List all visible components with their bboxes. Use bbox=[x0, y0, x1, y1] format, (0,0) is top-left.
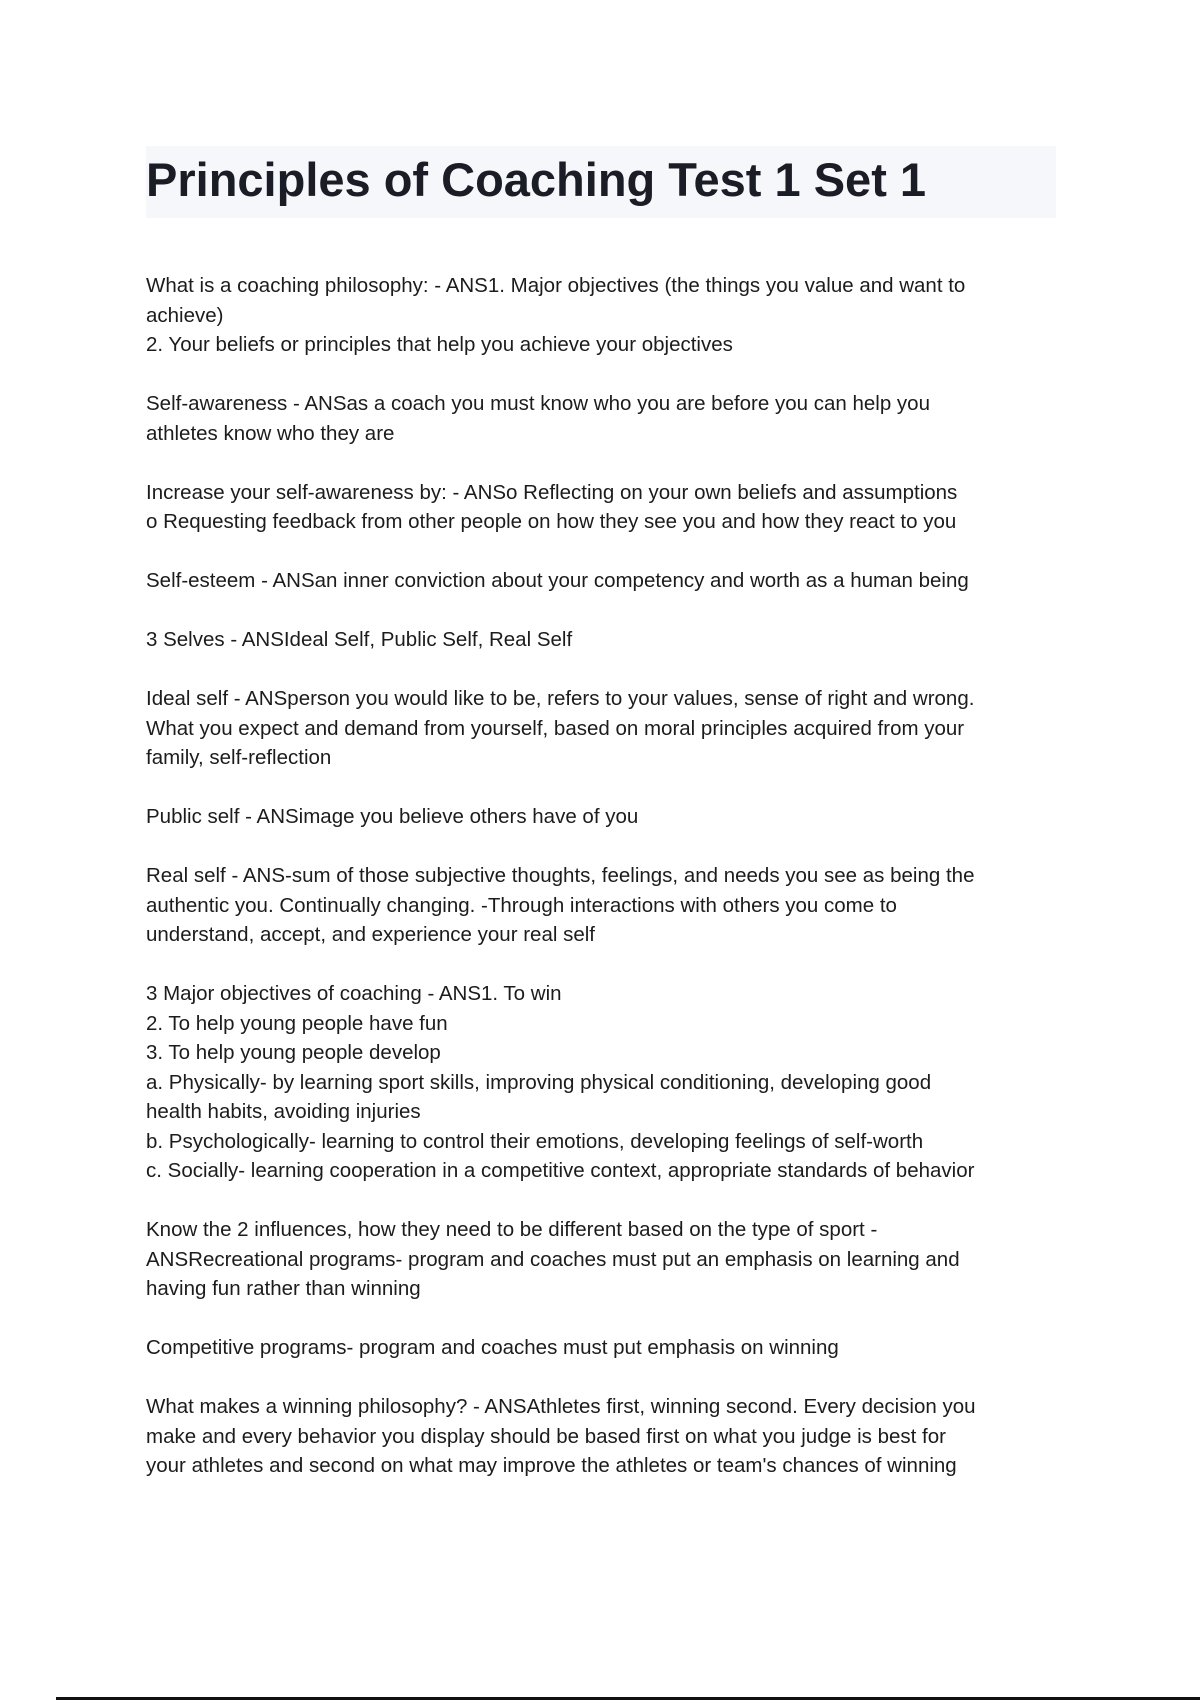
text-line: your athletes and second on what may improve the athletes or team's chances of winning bbox=[146, 1454, 957, 1477]
text-line: What makes a winning philosophy? - ANSAthletes first, winning second. Every decision you bbox=[146, 1395, 976, 1418]
text-line: ANSRecreational programs- program and coaches must put an emphasis on learning and bbox=[146, 1247, 960, 1271]
text-line: Self-awareness - ANSas a coach you must know who you are before you can help you bbox=[146, 392, 930, 415]
text-line: health habits, avoiding injuries bbox=[146, 1100, 421, 1123]
qa-entry-two-influences bbox=[146, 1215, 1062, 1304]
qa-entry-self-esteem bbox=[146, 566, 1062, 596]
text-line: Public self - ANSimage you believe others have of you bbox=[146, 805, 639, 828]
text-line: Ideal self - ANSperson you would like to be, refers to your values, sense of right and wrong. bbox=[146, 687, 975, 710]
document-body bbox=[146, 271, 1062, 1510]
text-line: Competitive programs- program and coaches must put emphasis on winning bbox=[146, 1336, 839, 1359]
qa-entry-competitive-programs bbox=[146, 1333, 1062, 1363]
text-line: Increase your self-awareness by: - ANSo Reflecting on your own beliefs and assumptions bbox=[146, 480, 958, 504]
text-line: authentic you. Continually changing. -Through interactions with others you come to bbox=[146, 893, 897, 917]
qa-entry-ideal-self bbox=[146, 684, 1062, 773]
text-line: 3 Major objectives of coaching - ANS1. To win bbox=[146, 982, 562, 1005]
text-line: 2. Your beliefs or principles that help you achieve your objectives bbox=[146, 333, 733, 356]
qa-entry-three-selves bbox=[146, 625, 1062, 655]
text-line: What is a coaching philosophy: - ANS1. Major objectives (the things you value and want to bbox=[146, 274, 966, 297]
text-line: having fun rather than winning bbox=[146, 1277, 421, 1300]
text-line: 2. To help young people have fun bbox=[146, 1011, 448, 1035]
qa-entry-self-awareness bbox=[146, 389, 1062, 448]
text-line: understand, accept, and experience your real self bbox=[146, 923, 595, 946]
qa-entry-real-self bbox=[146, 861, 1062, 950]
text-line: make and every behavior you display should be based first on what you judge is best for bbox=[146, 1424, 946, 1448]
text-line: 3. To help young people develop bbox=[146, 1041, 441, 1064]
text-line: o Requesting feedback from other people on how they see you and how they react to you bbox=[146, 510, 957, 533]
text-line: What you expect and demand from yourself, based on moral principles acquired from your bbox=[146, 716, 965, 740]
qa-entry-major-objectives bbox=[146, 979, 1062, 1186]
text-line: Know the 2 influences, how they need to be different based on the type of sport - bbox=[146, 1218, 878, 1241]
text-line: achieve) bbox=[146, 303, 224, 327]
text-line: a. Physically- by learning sport skills, improving physical conditioning, developing good bbox=[146, 1070, 932, 1094]
text-line: Self-esteem - ANSan inner conviction about your competency and worth as a human being bbox=[146, 569, 969, 592]
text-line: c. Socially- learning cooperation in a competitive context, appropriate standards of behavior bbox=[146, 1159, 975, 1182]
qa-entry-coaching-philosophy bbox=[146, 271, 1062, 360]
text-line: athletes know who they are bbox=[146, 421, 395, 445]
qa-entry-winning-philosophy bbox=[146, 1392, 1062, 1481]
qa-entry-increase-self-awareness bbox=[146, 478, 1062, 537]
page-title: Principles of Coaching Test 1 Set 1 bbox=[146, 153, 927, 206]
text-line: Real self - ANS-sum of those subjective thoughts, feelings, and needs you see as being the bbox=[146, 864, 975, 887]
text-line: 3 Selves - ANSIdeal Self, Public Self, Real Self bbox=[146, 628, 573, 651]
qa-entry-public-self bbox=[146, 802, 1062, 832]
title-banner bbox=[146, 146, 1056, 218]
text-line: b. Psychologically- learning to control their emotions, developing feelings of self-worth bbox=[146, 1129, 924, 1153]
text-line: family, self-reflection bbox=[146, 746, 332, 769]
